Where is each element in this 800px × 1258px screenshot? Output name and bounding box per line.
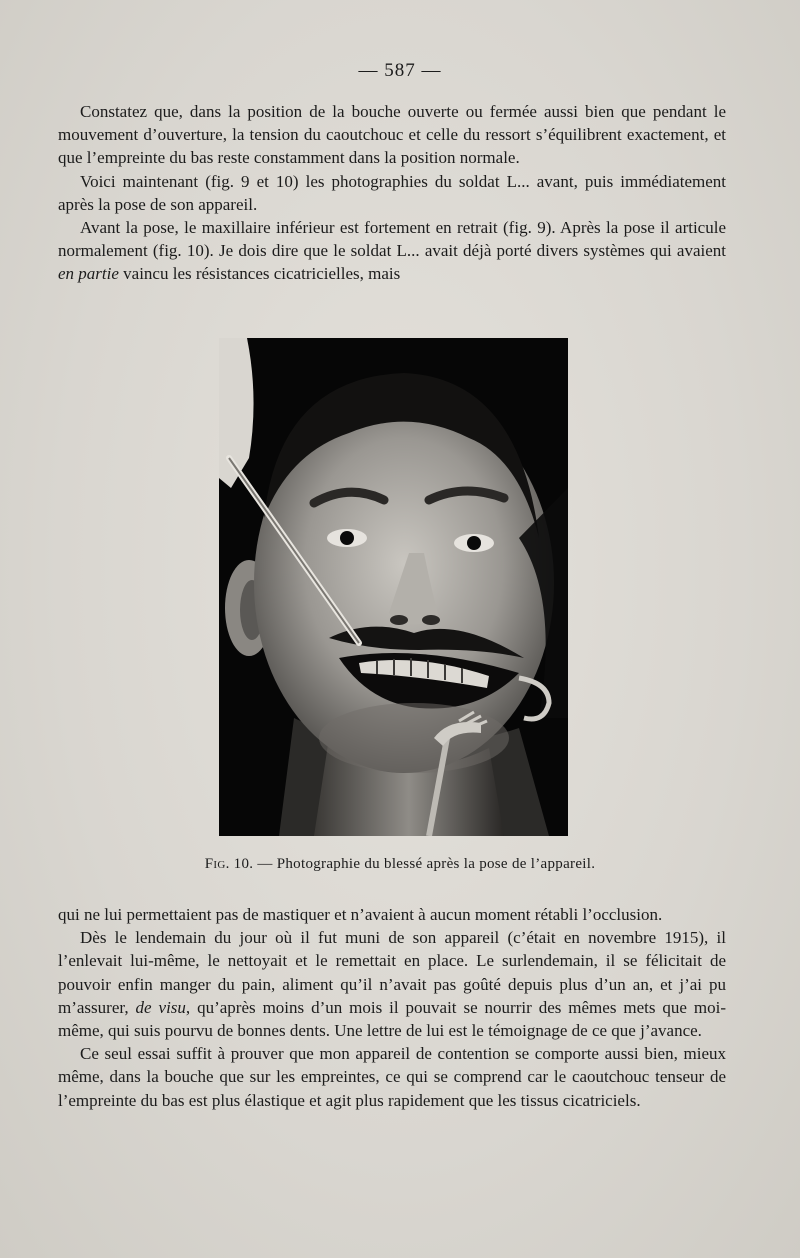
text-block-bottom — [58, 903, 726, 1112]
paragraph — [58, 903, 726, 926]
figure-caption — [0, 856, 800, 873]
paragraph — [58, 216, 726, 286]
paragraph — [58, 1042, 726, 1112]
figure-photograph — [219, 338, 568, 836]
text-run: qui ne lui permettaient pas de mastiquer et n’avaient à aucun moment rétabli l’occlusion. — [58, 905, 663, 924]
photo-patient-with-appliance — [219, 338, 568, 836]
text-run: Constatez que, dans la position de la bouche ouverte ou fermée aussi bien que pendant le mouvement d’ouverture, la tension du caoutchouc et celle du ressort s’équilibrent exactement, et que l’empreinte du bas reste constamment dans la position normale. — [58, 102, 726, 168]
italic-phrase: de visu — [135, 997, 186, 1017]
paragraph — [58, 170, 726, 216]
text-run: vaincu les résistances cicatricielles, mais — [118, 264, 401, 284]
text-run: Dès le lendemain du jour où il fut muni de son appareil (c’était en novembre 1915), il l’enlevait lui-même, le nettoyait et le remettait en place. Le surlendemain, il se félicitait de pouvoir enfin manger du pain, aliment qu’il n’avait pas goûté depuis plus d’un an, et j’ai pu m’assurer, — [58, 928, 726, 1017]
text-block-top — [58, 100, 726, 286]
text-run: , qu’après moins d’un mois il pouvait se nourrir des mêmes mets que moi-même, qui suis pourvu de bonnes dents. Une lettre de lui est le témoignage de ce que j’avance. — [58, 997, 726, 1041]
figure-caption-label: Fig. 10. — [204, 856, 254, 872]
paragraph — [58, 926, 726, 1042]
text-run: Ce seul essai suffit à prouver que mon appareil de contention se comporte aussi bien, mieux même, dans la bouche que sur les empreintes, ce qui se comprend car le caoutchouc tenseur de l’empreinte du bas est plus élastique et agit plus rapidement que les tissus cicatriciels. — [58, 1044, 726, 1110]
text-run: Voici maintenant (fig. 9 et 10) les photographies du soldat L... avant, puis immédiatement après la pose de son appareil. — [58, 171, 726, 214]
page-number: — 587 — — [358, 60, 442, 81]
text-run: Avant la pose, le maxillaire inférieur est fortement en retrait (fig. 9). Après la pose il articule normalement (fig. 10). Je dois dire que le soldat L... avait déjà porté divers systèmes qui avaient — [58, 218, 726, 261]
italic-phrase: en partie — [58, 264, 119, 284]
figure-caption-text: — Photographie du blessé après la pose de l’appareil. — [253, 856, 596, 872]
paragraph — [58, 100, 726, 170]
